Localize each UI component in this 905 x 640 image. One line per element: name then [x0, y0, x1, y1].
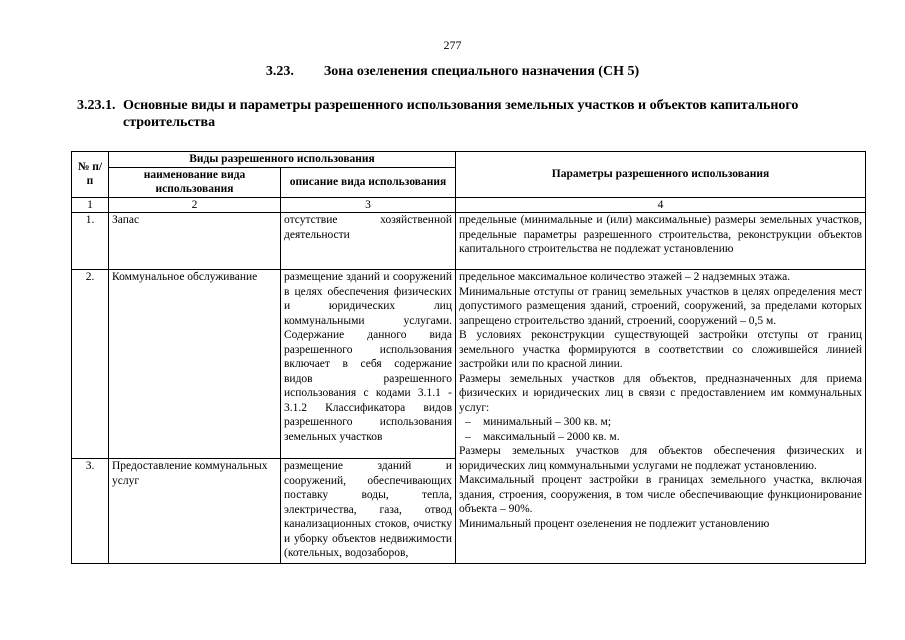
section-number: 3.23. [265, 64, 294, 79]
permitted-use-table [71, 151, 866, 564]
column-number: 4 [456, 197, 866, 213]
row-number: 1. [72, 213, 109, 270]
header-params: Параметры разрешенного использования [456, 152, 866, 198]
column-number: 3 [281, 197, 456, 213]
row-number: 3. [72, 459, 109, 564]
column-number-row [72, 197, 866, 213]
use-type-params: предельные (минимальные и (или) максимальные) размеры земельных участков, предельные параметры разрешенного строительства, реконструкции объектов капитального строительства не подлежат установлению [456, 213, 866, 270]
use-type-name: Предоставление коммунальных услуг [109, 459, 281, 564]
param-min-greening: Минимальный процент озеленения не подлежит установлению [459, 517, 770, 530]
param-plot-size-min: – минимальный – 300 кв. м; [459, 415, 862, 430]
header-name: наименование вида использования [109, 167, 281, 197]
table-row [72, 213, 866, 270]
use-type-description: размещение зданий и сооружений, обеспечивающих поставку воды, тепла, электричества, газа, отвод канализационных стоков, очистку и уборку объектов недвижимости (котельных, водозаборов, [281, 459, 456, 564]
column-number: 2 [109, 197, 281, 213]
section-title-text: Зона озеленения специального назначения (СН 5) [323, 64, 640, 79]
param-plot-sizes-utility: Размеры земельных участков для объектов обеспечения физических и юридических лиц коммунальными услугами не подлежат установлению. [459, 445, 862, 472]
table-header-row-1 [72, 152, 866, 168]
section-title [0, 64, 905, 80]
param-min-setbacks: Минимальные отступы от границ земельных участков в целях определения мест допустимого размещения зданий, строений, сооружений, за пределами которых запрещено строительство зданий, строений, сооружений – 0,5 м. [459, 285, 862, 327]
column-number: 1 [72, 197, 109, 213]
subsection-title [77, 97, 867, 131]
param-max-coverage: Максимальный процент застройки в границах земельного участка, включая здания, строения, сооружения, в том числе обеспечивающие функционирование объекта – 90%. [459, 474, 862, 515]
table-row [72, 270, 866, 459]
use-type-name: Коммунальное обслуживание [109, 270, 281, 459]
param-plot-sizes: Размеры земельных участков для объектов, предназначенных для приема физических и юридических лиц в связи с предоставлением им коммунальных услуг: [459, 372, 862, 414]
param-max-floors: предельное максимальное количество этажей – 2 надземных этажа. [459, 271, 791, 283]
param-reconstruction: В условиях реконструкции существующей застройки отступы от границ земельного участка формируются в соответствии со сложившейся линией застройки или по красной линии. [459, 329, 862, 370]
subsection-title-line2: строительства [123, 115, 216, 130]
use-type-description: отсутствие хозяйственной деятельности [281, 213, 456, 270]
shared-params [456, 270, 866, 564]
param-plot-size-max: – максимальный – 2000 кв. м. [459, 430, 862, 445]
header-description: описание вида использования [281, 167, 456, 197]
page-number: 277 [443, 38, 462, 52]
header-group: Виды разрешенного использования [109, 152, 456, 168]
use-type-name: Запас [109, 213, 281, 270]
use-type-description: размещение зданий и сооружений в целях обеспечения физических и юридических лиц коммунальными услугами. Содержание данного вида разрешенного использования включает в себя содержание видов разрешенного использования с кодами 3.1.1 - 3.1.2 Классификатора видов разрешенного использования земельных участков [281, 270, 456, 459]
header-num: № п/п [72, 152, 109, 198]
subsection-title-line1: Основные виды и параметры разрешенного использования земельных участков и объектов капитального [123, 98, 799, 113]
subsection-number: 3.23.1. [77, 98, 116, 113]
row-number: 2. [72, 270, 109, 459]
